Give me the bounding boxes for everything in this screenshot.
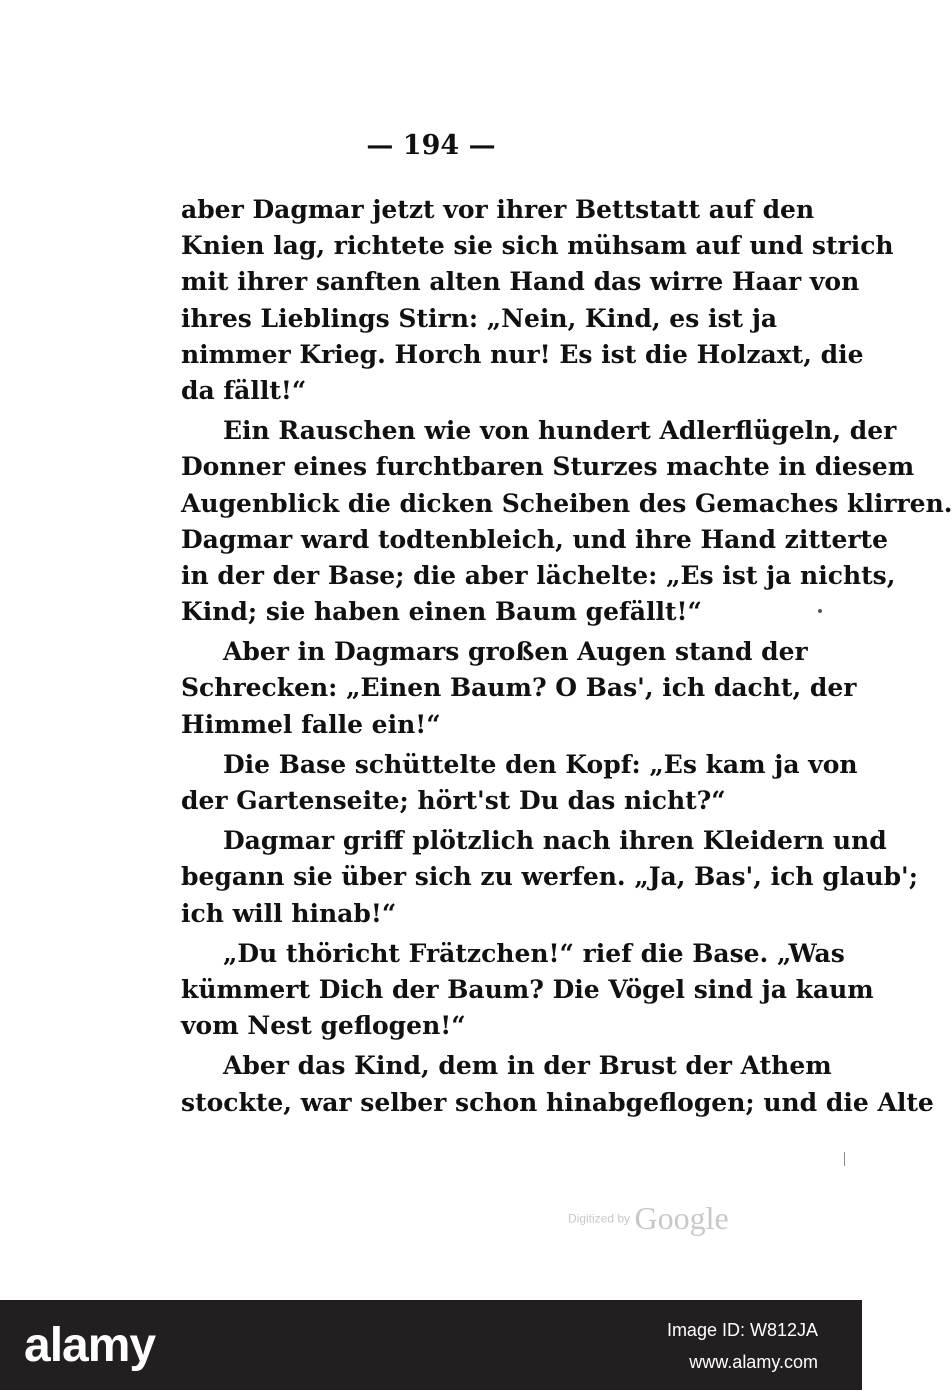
image-id-label: Image ID: W812JA (666, 1320, 818, 1340)
text-line: Kind; sie haben einen Baum gefällt!“ (181, 597, 702, 627)
text-line: der Gartenseite; hört'st Du das nicht?“ (181, 786, 726, 815)
text-line: begann sie über sich zu werfen. „Ja, Bas', ich glaub'; (181, 862, 918, 892)
text-line: „Du thöricht Frätzchen!“ rief die Base. „Was (223, 938, 845, 968)
text-line: ich will hinab!“ (181, 898, 397, 928)
text-line: Schrecken: „Einen Baum? O Bas', ich dacht, der (181, 673, 857, 703)
page-number: — 194 — (366, 130, 496, 161)
text-line: Dagmar ward todtenbleich, und ihre Hand zitterte (181, 524, 888, 554)
watermark-prefix: Digitized by (568, 1211, 631, 1226)
stock-footer-bar (0, 1300, 862, 1390)
text-line: da fällt!“ (181, 375, 307, 405)
text-line: kümmert Dich der Baum? Die Vögel sind ja kaum (181, 974, 874, 1004)
text-line: Die Base schüttelte den Kopf: „Es kam ja von (223, 749, 858, 779)
digitized-watermark (568, 1200, 729, 1237)
alamy-logo[interactable]: alamy (24, 1319, 156, 1372)
scan-edge-mark (844, 1152, 845, 1166)
text-line: in der der Base; die aber lächelte: „Es ist ja nichts, (181, 560, 896, 590)
text-line: Himmel falle ein!“ (181, 709, 441, 739)
text-line: vom Nest geflogen!“ (181, 1011, 466, 1041)
text-line: Aber in Dagmars großen Augen stand der (223, 637, 808, 667)
text-line: Knien lag, richtete sie sich mühsam auf und strich (181, 231, 894, 261)
text-line: Donner eines furchtbaren Sturzes machte in diesem (181, 452, 915, 482)
text-line: ihres Lieblings Stirn: „Nein, Kind, es ist ja (181, 303, 778, 333)
text-line: stockte, war selber schon hinabgeflogen; und die Alte (181, 1087, 934, 1117)
text-line: aber Dagmar jetzt vor ihrer Bettstatt auf den (181, 195, 815, 224)
site-url-link[interactable]: www.alamy.com (689, 1352, 818, 1372)
body-text (181, 192, 952, 1121)
text-line: Aber das Kind, dem in der Brust der Athem (223, 1051, 832, 1081)
text-line: nimmer Krieg. Horch nur! Es ist die Holzaxt, die (181, 339, 864, 369)
google-logo: Google (634, 1200, 729, 1236)
text-line: Augenblick die dicken Scheiben des Gemaches klirren. (181, 488, 952, 518)
text-line: mit ihrer sanften alten Hand das wirre Haar von (181, 267, 860, 297)
text-line: Dagmar griff plötzlich nach ihren Kleidern und (223, 826, 887, 856)
text-line: Ein Rauschen wie von hundert Adlerflügeln, der (223, 416, 897, 446)
scan-speck (818, 609, 822, 613)
